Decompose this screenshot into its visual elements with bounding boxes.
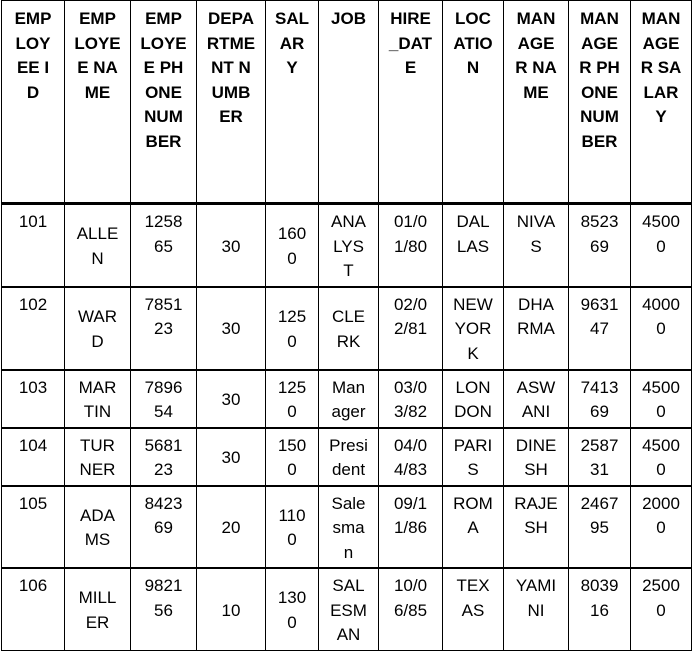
table-cell: YAMINI (504, 568, 569, 650)
table-cell: 01/01/80 (379, 204, 443, 287)
table-cell: 45000 (631, 428, 692, 486)
table-cell: 789654 (131, 370, 197, 428)
table-cell: 852369 (569, 204, 631, 287)
column-header: LOCATION (443, 1, 504, 204)
table-cell: 785123 (131, 287, 197, 370)
table-cell: 10/06/85 (379, 568, 443, 650)
table-cell: Manager (319, 370, 379, 428)
table-cell: ADAMS (65, 486, 131, 569)
table-cell: ROMA (443, 486, 504, 569)
table-row (2, 568, 692, 650)
table-row (2, 204, 692, 287)
header-row (2, 1, 692, 204)
table-cell: CLERK (319, 287, 379, 370)
table-cell: 09/11/86 (379, 486, 443, 569)
table-cell: DHARMA (504, 287, 569, 370)
column-header: HIRE_DATE (379, 1, 443, 204)
table-cell: 45000 (631, 204, 692, 287)
table-cell: SALESMAN (319, 568, 379, 650)
table-cell: 1100 (266, 486, 319, 569)
table-cell: 258731 (569, 428, 631, 486)
table-cell: RAJESH (504, 486, 569, 569)
table-row (2, 287, 692, 370)
column-header: MANAGER SALARY (631, 1, 692, 204)
table-cell: 963147 (569, 287, 631, 370)
table-cell: 102 (2, 287, 65, 370)
table-cell: 45000 (631, 370, 692, 428)
column-header: DEPARTMENT NUMBER (197, 1, 266, 204)
column-header: JOB (319, 1, 379, 204)
table-cell: 741369 (569, 370, 631, 428)
table-cell: NEWYORK (443, 287, 504, 370)
column-header: MANAGER PHONE NUMBER (569, 1, 631, 204)
table-cell: 30 (197, 428, 266, 486)
table-cell: 105 (2, 486, 65, 569)
table-cell: President (319, 428, 379, 486)
table-cell: 1250 (266, 287, 319, 370)
table-cell: 03/03/82 (379, 370, 443, 428)
table-cell: 106 (2, 568, 65, 650)
table-cell: 25000 (631, 568, 692, 650)
table-cell: 101 (2, 204, 65, 287)
table-cell: PARIS (443, 428, 504, 486)
table-cell: 20 (197, 486, 266, 569)
table-cell: 30 (197, 370, 266, 428)
column-header: EMPLOYEE NAME (65, 1, 131, 204)
table-cell: 246795 (569, 486, 631, 569)
table-cell: 1300 (266, 568, 319, 650)
table-cell: 982156 (131, 568, 197, 650)
table-cell: 568123 (131, 428, 197, 486)
table-cell: MARTIN (65, 370, 131, 428)
table-cell: 04/04/83 (379, 428, 443, 486)
column-header: EMPLOYEE ID (2, 1, 65, 204)
table-cell: MILLER (65, 568, 131, 650)
table-cell: 40000 (631, 287, 692, 370)
table-cell: 1600 (266, 204, 319, 287)
table-cell: 02/02/81 (379, 287, 443, 370)
column-header: SALARY (266, 1, 319, 204)
table-cell: 20000 (631, 486, 692, 569)
table-row (2, 486, 692, 569)
table-cell: 103 (2, 370, 65, 428)
table-cell: 1250 (266, 370, 319, 428)
table-cell: 30 (197, 287, 266, 370)
column-header: EMPLOYEE PHONE NUMBER (131, 1, 197, 204)
table-cell: ALLEN (65, 204, 131, 287)
table-cell: DALLAS (443, 204, 504, 287)
table-cell: 803916 (569, 568, 631, 650)
column-header: MANAGER NAME (504, 1, 569, 204)
table-cell: LONDON (443, 370, 504, 428)
table-cell: TURNER (65, 428, 131, 486)
table-cell: NIVAS (504, 204, 569, 287)
table-cell: Salesman (319, 486, 379, 569)
table-cell: ASWANI (504, 370, 569, 428)
table-cell: 10 (197, 568, 266, 650)
table-row (2, 428, 692, 486)
table-cell: TEXAS (443, 568, 504, 650)
table-cell: 1500 (266, 428, 319, 486)
table-cell: DINESH (504, 428, 569, 486)
table-cell: WARD (65, 287, 131, 370)
table-cell: 842369 (131, 486, 197, 569)
table-cell: 104 (2, 428, 65, 486)
table-cell: 30 (197, 204, 266, 287)
table-row (2, 370, 692, 428)
employee-table (1, 0, 692, 651)
table-cell: 125865 (131, 204, 197, 287)
table-cell: ANALYST (319, 204, 379, 287)
